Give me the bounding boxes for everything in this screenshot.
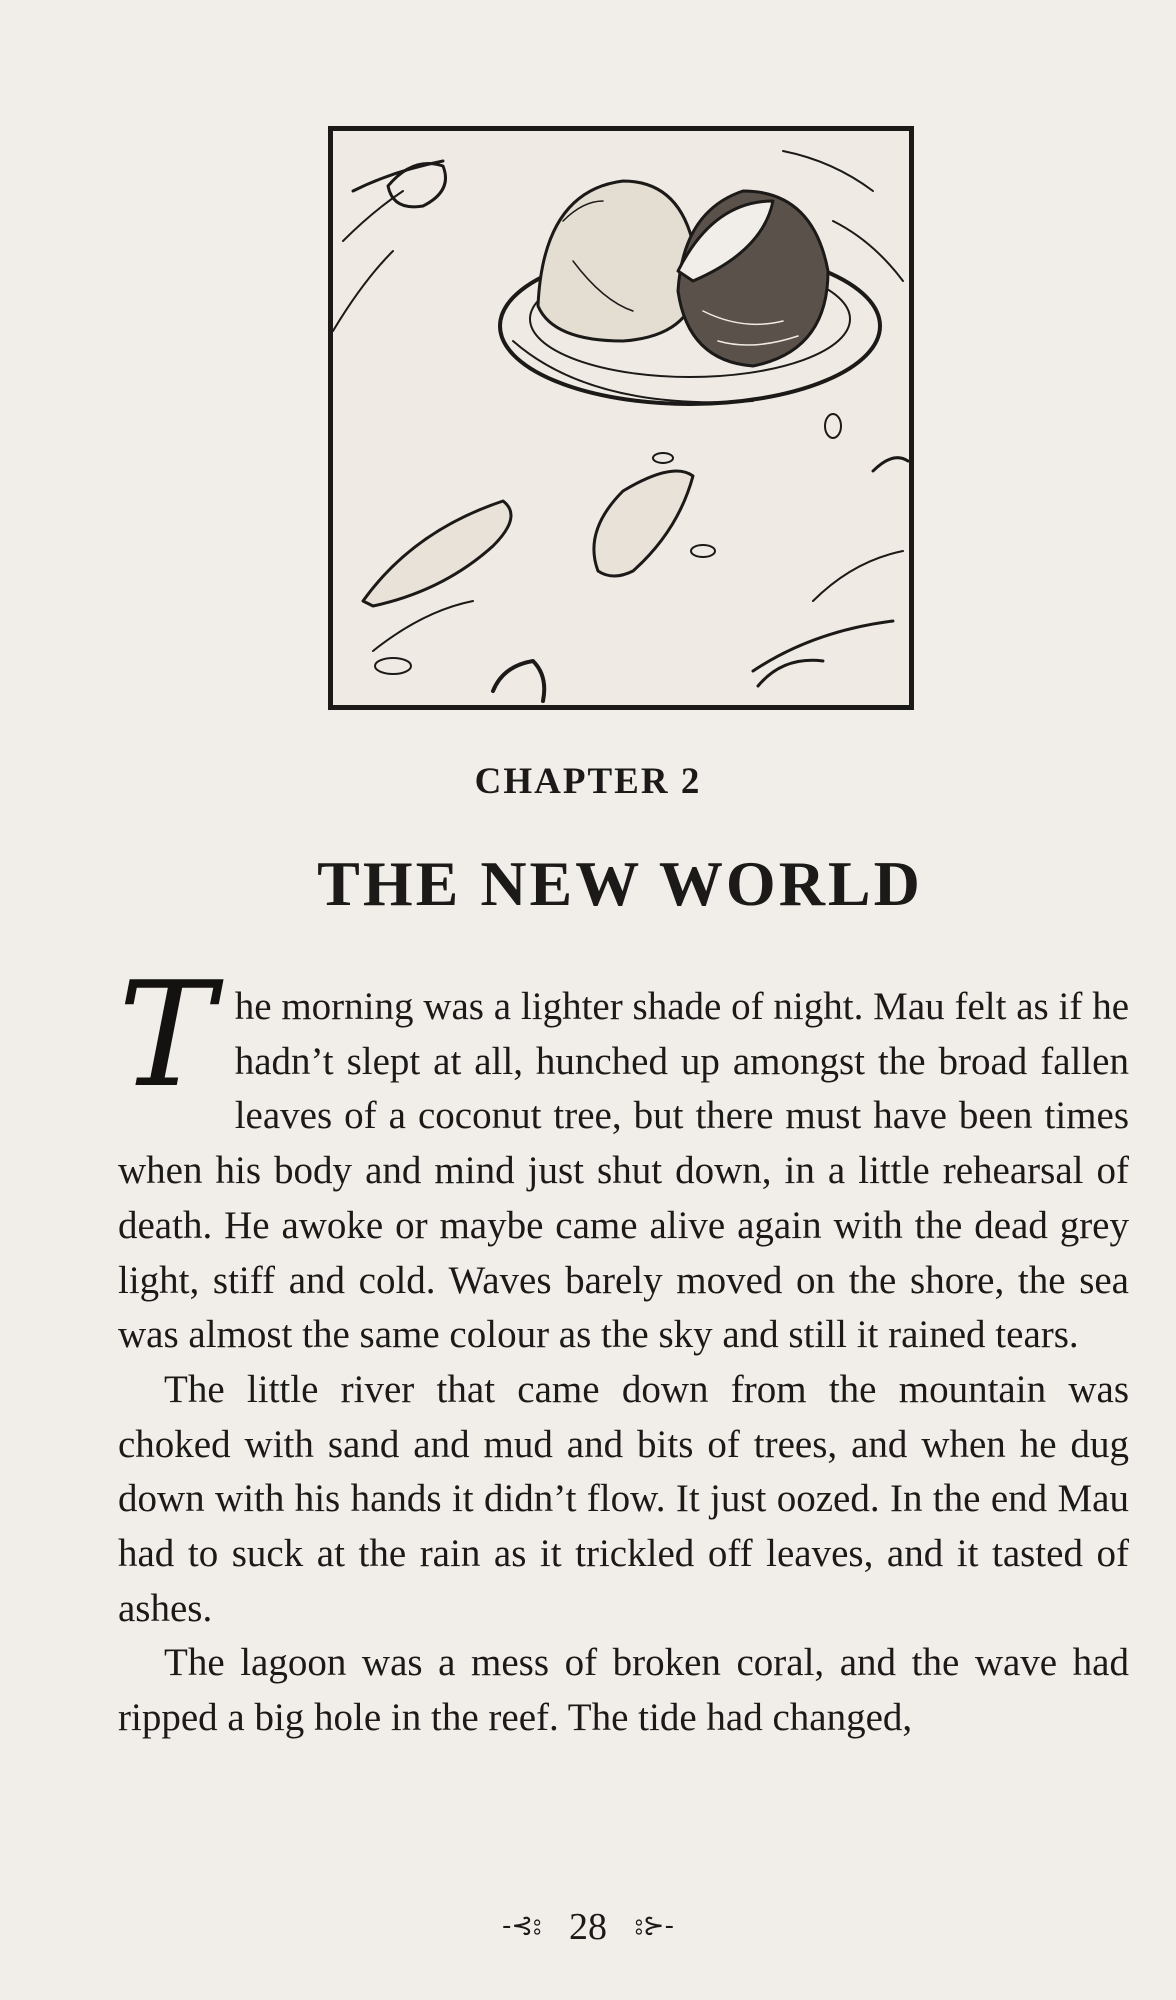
chapter-body [118,951,1129,1746]
right-ornament: ⦂⊱- [635,1911,674,1941]
left-ornament: -⊰⦂ [502,1911,541,1941]
chapter-number: CHAPTER 2 [474,761,702,802]
page-number: 28 [569,1906,607,1948]
paragraph-3: The lagoon was a mess of broken coral, and the wave had ripped a big hole in the reef. The tide had changed, [118,1641,1129,1740]
paragraph-1 [118,951,1129,1363]
chapter-title: THE NEW WORLD [317,848,923,919]
chapter-illustration [328,126,914,710]
coconut-plate-drawing [333,131,909,705]
drop-cap: T [118,951,215,1120]
paragraph-2: The little river that came down from the mountain was choked with sand and mud and bits of trees, and when he dug down with his hands it didn’t flow. It just oozed. In the end Mau had to suck at the rain as it trickled off leaves, and it tasted of ashes. [118,1367,1129,1630]
page-footer [0,1905,1176,1949]
paragraph-1-text: he morning was a lighter shade of night. Mau felt as if he hadn’t slept at all, hunched up amongst the broad fallen leaves of a coconut tree, but there must have been times when his body and mind just shut down, in a little rehearsal of death. He awoke or maybe came alive again with the dead grey light, stiff and cold. Waves barely moved on the shore, the sea was almost the same colour as the sky and still it rained tears. [118,985,1129,1357]
